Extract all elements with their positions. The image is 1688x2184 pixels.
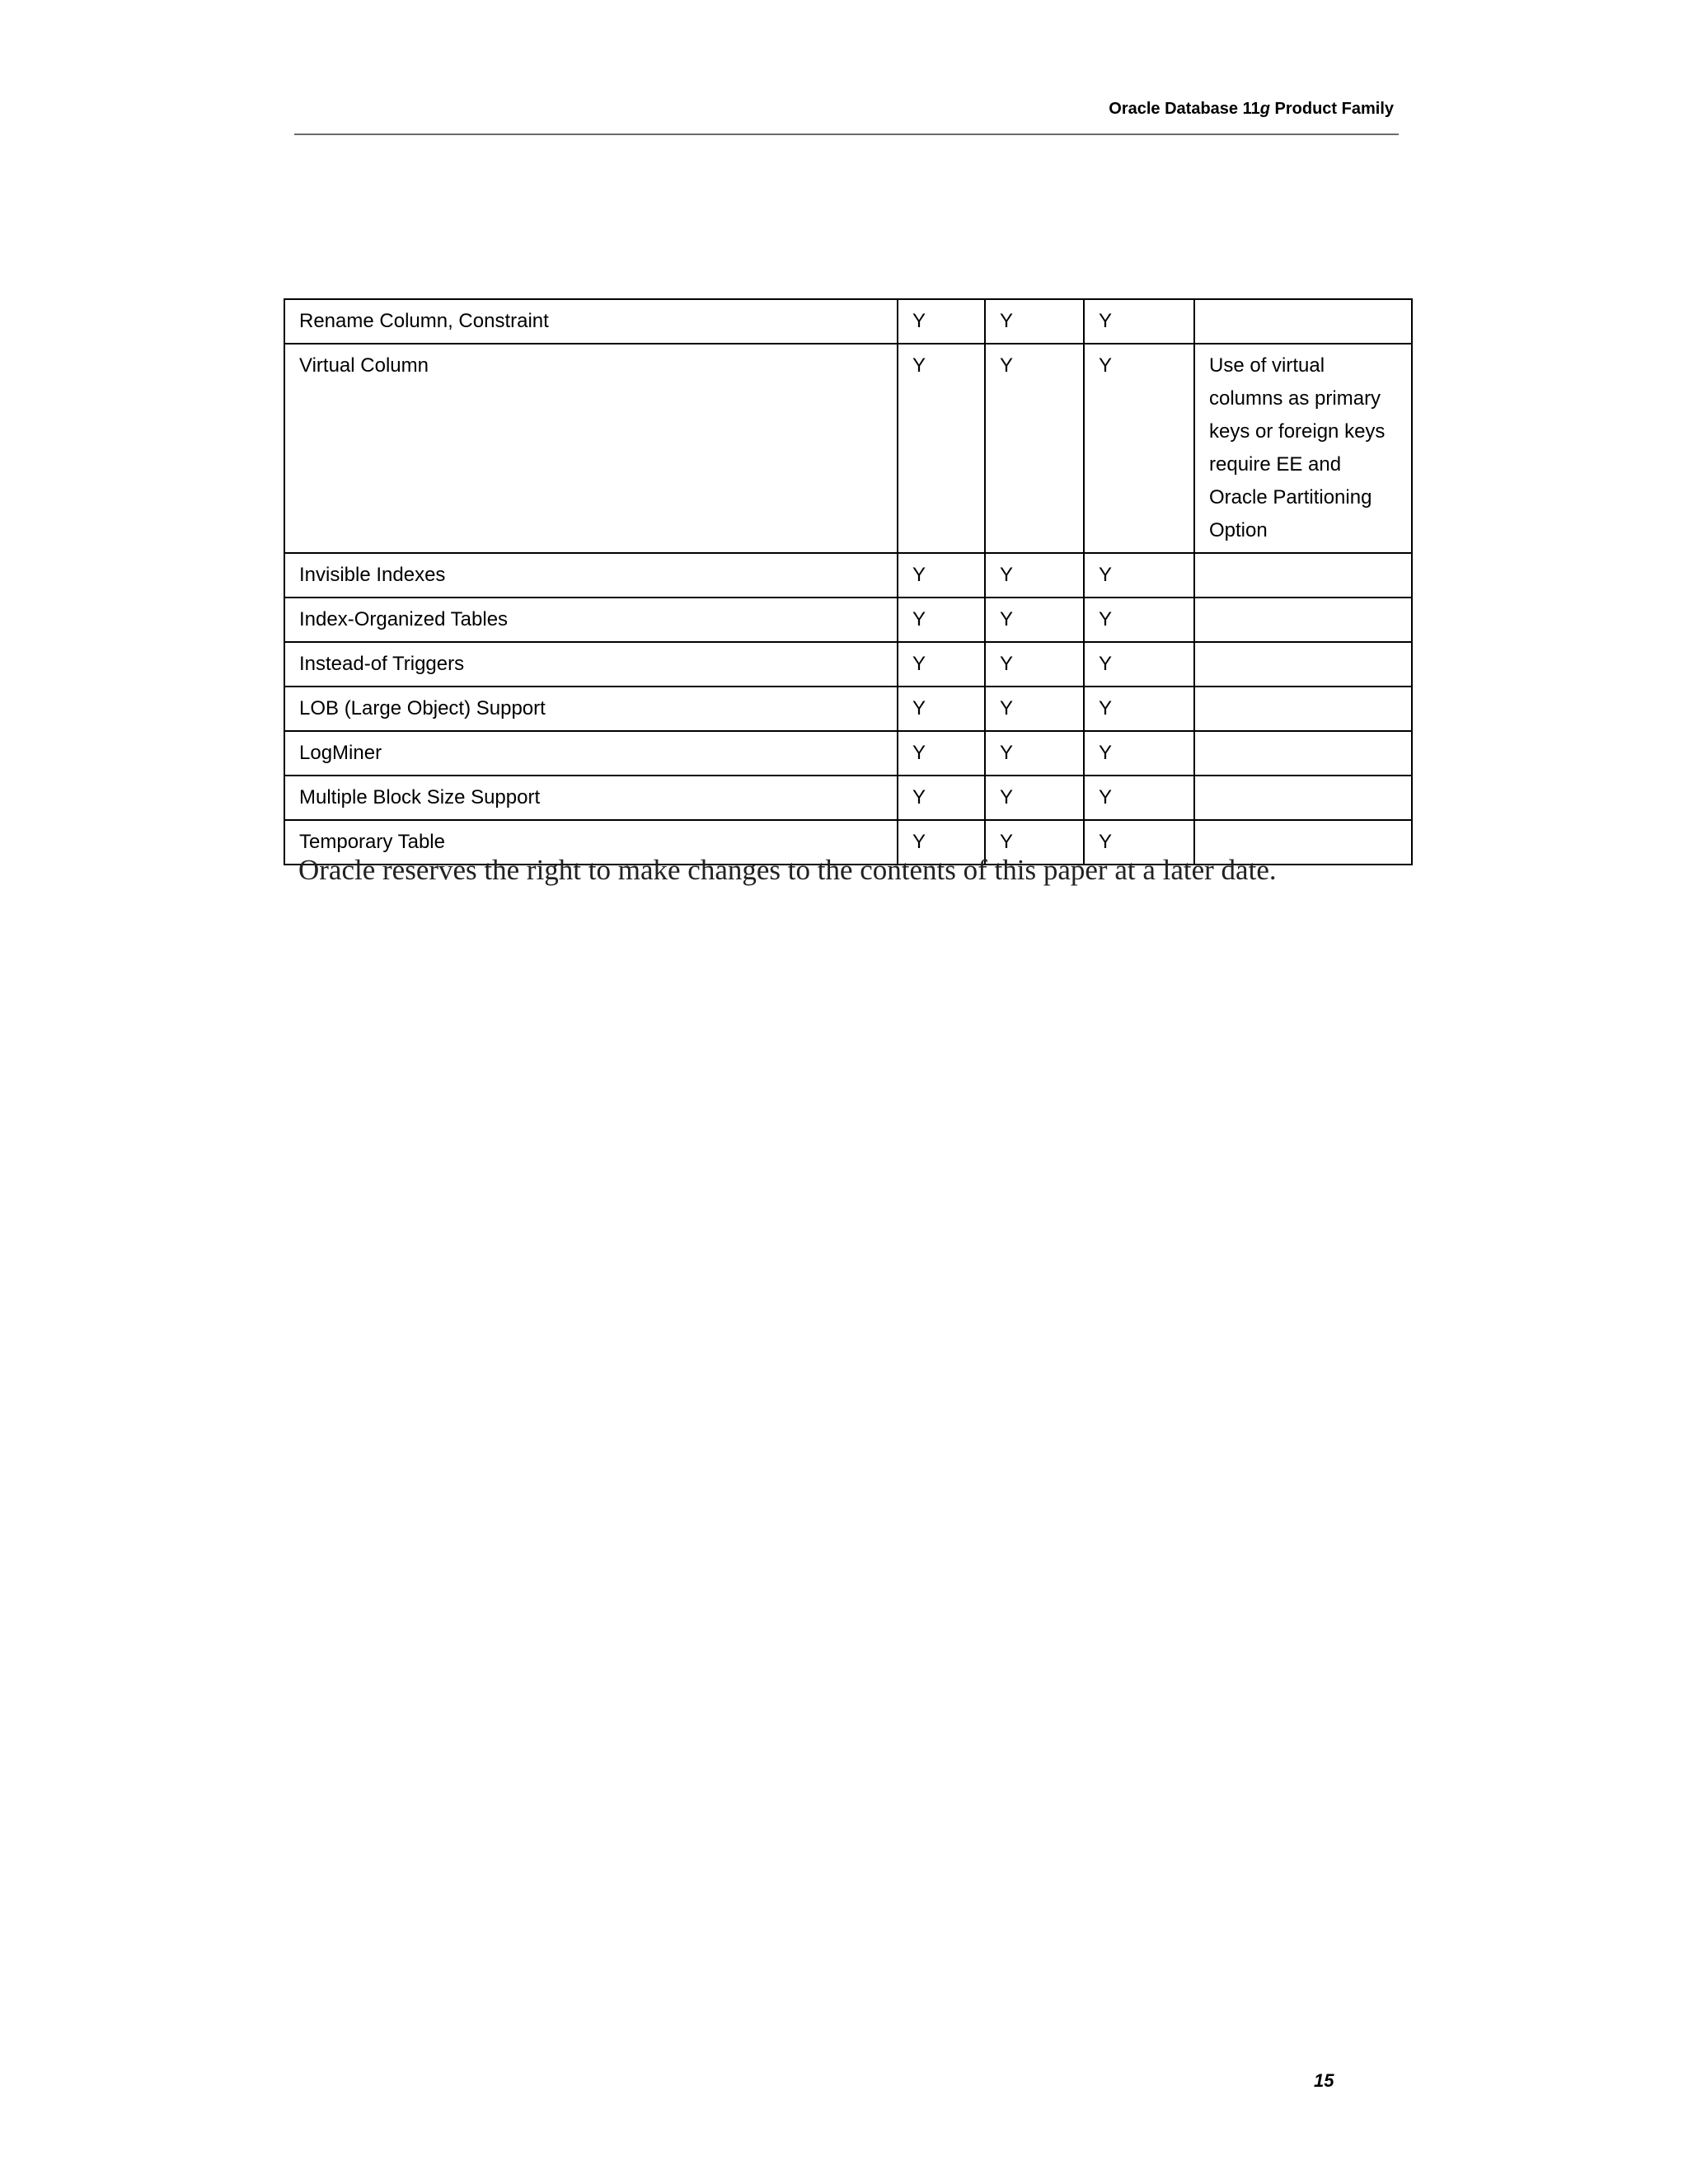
table-row <box>284 776 1412 820</box>
table-row <box>284 344 1412 553</box>
notes-cell: Use of virtual columns as primary keys or foreign keys require EE and Oracle Partitioning Option <box>1194 344 1412 553</box>
disclaimer-text: Oracle reserves the right to make changes to the contents of this paper at a later date. <box>298 854 1277 886</box>
notes-cell <box>1194 687 1412 731</box>
support-cell: Y <box>898 642 985 687</box>
support-cell: Y <box>985 553 1084 598</box>
feature-table <box>284 298 1413 865</box>
table-row <box>284 731 1412 776</box>
support-cell: Y <box>1084 642 1194 687</box>
support-cell: Y <box>898 553 985 598</box>
support-cell: Y <box>985 820 1084 865</box>
support-cell: Y <box>898 731 985 776</box>
support-cell: Y <box>1084 687 1194 731</box>
notes-cell <box>1194 299 1412 344</box>
support-cell: Y <box>1084 344 1194 553</box>
support-cell: Y <box>898 598 985 642</box>
feature-cell: Instead-of Triggers <box>284 642 898 687</box>
support-cell: Y <box>985 344 1084 553</box>
support-cell: Y <box>985 299 1084 344</box>
support-cell: Y <box>898 344 985 553</box>
feature-cell: Index-Organized Tables <box>284 598 898 642</box>
table-row <box>284 299 1412 344</box>
support-cell: Y <box>985 598 1084 642</box>
header-title-italic: g <box>1259 100 1270 118</box>
support-cell: Y <box>1084 299 1194 344</box>
support-cell: Y <box>1084 731 1194 776</box>
table-row <box>284 642 1412 687</box>
notes-cell <box>1194 776 1412 820</box>
feature-cell: LOB (Large Object) Support <box>284 687 898 731</box>
feature-cell: LogMiner <box>284 731 898 776</box>
table-row <box>284 687 1412 731</box>
support-cell: Y <box>1084 776 1194 820</box>
support-cell: Y <box>985 731 1084 776</box>
support-cell: Y <box>898 687 985 731</box>
feature-cell: Temporary Table <box>284 820 898 865</box>
header-title-prefix: Oracle Database 11 <box>1109 100 1260 118</box>
notes-cell <box>1194 598 1412 642</box>
feature-cell: Invisible Indexes <box>284 553 898 598</box>
table-row <box>284 598 1412 642</box>
notes-cell <box>1194 553 1412 598</box>
support-cell: Y <box>898 299 985 344</box>
support-cell: Y <box>985 642 1084 687</box>
support-cell: Y <box>1084 598 1194 642</box>
support-cell: Y <box>985 776 1084 820</box>
support-cell: Y <box>1084 820 1194 865</box>
header-title-suffix: Product Family <box>1269 100 1394 118</box>
feature-cell: Rename Column, Constraint <box>284 299 898 344</box>
feature-cell: Multiple Block Size Support <box>284 776 898 820</box>
support-cell: Y <box>1084 553 1194 598</box>
table-row <box>284 553 1412 598</box>
page-header <box>294 97 1399 135</box>
support-cell: Y <box>898 776 985 820</box>
page-number: 15 <box>1314 2070 1334 2091</box>
support-cell: Y <box>985 687 1084 731</box>
feature-cell: Virtual Column <box>284 344 898 553</box>
header-title <box>1109 100 1394 119</box>
support-cell: Y <box>898 820 985 865</box>
notes-cell <box>1194 731 1412 776</box>
notes-cell <box>1194 642 1412 687</box>
